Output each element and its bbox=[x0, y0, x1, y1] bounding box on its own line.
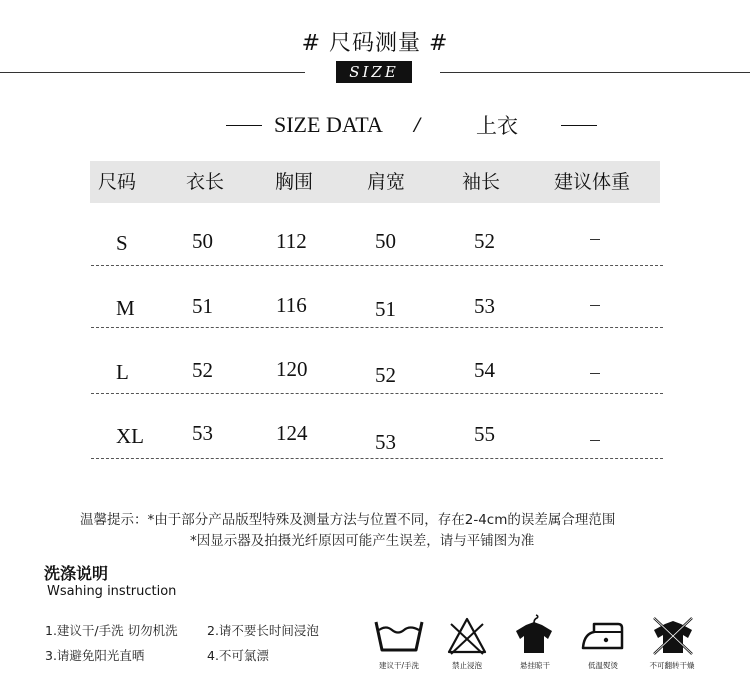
washing-subtitle: Wsahing instruction bbox=[47, 584, 177, 599]
size-note-2: *因显示器及拍摄光纤原因可能产生误差，请与平铺图为准 bbox=[190, 533, 535, 549]
table-cell-length: 52 bbox=[192, 358, 213, 382]
table-cell-sleeve: 55 bbox=[474, 422, 495, 446]
table-cell-shoulder: 51 bbox=[375, 297, 396, 321]
no-tumble-icon bbox=[650, 612, 696, 656]
row-divider bbox=[91, 393, 663, 394]
subheader-dash-left bbox=[226, 125, 262, 126]
column-header-length: 衣长 bbox=[186, 171, 225, 193]
table-cell-size: S bbox=[116, 231, 128, 255]
row-divider bbox=[91, 327, 663, 328]
row-divider bbox=[91, 265, 663, 266]
washing-title: 洗涤说明 bbox=[44, 564, 109, 583]
table-cell-length: 51 bbox=[192, 294, 213, 318]
table-cell-shoulder: 50 bbox=[375, 229, 396, 253]
table-cell-length: 53 bbox=[192, 421, 213, 445]
table-cell-sleeve: 53 bbox=[474, 294, 495, 318]
header-divider-left bbox=[0, 72, 305, 73]
page-title: # 尺码测量 # bbox=[301, 31, 449, 56]
icon-caption: 禁止浸泡 bbox=[452, 661, 482, 670]
table-cell-size: XL bbox=[116, 424, 144, 448]
wash-instruction-item: 1.建议干/手洗 切勿机洗 bbox=[45, 623, 178, 638]
table-cell-size: L bbox=[116, 360, 129, 384]
icon-caption: 不可翻转干燥 bbox=[649, 661, 695, 670]
table-cell-chest: 116 bbox=[276, 293, 307, 317]
wash-instruction-item: 3.请避免阳光直晒 bbox=[45, 648, 145, 663]
column-header-sleeve: 袖长 bbox=[462, 171, 501, 193]
table-cell-chest: 124 bbox=[276, 421, 308, 445]
icon-caption: 建议干/手洗 bbox=[378, 661, 420, 670]
table-cell-chest: 120 bbox=[276, 357, 308, 381]
table-cell-size: M bbox=[116, 296, 135, 320]
table-cell-shoulder: 52 bbox=[375, 363, 396, 387]
column-header-size: 尺码 bbox=[98, 171, 137, 193]
no-soak-icon bbox=[446, 616, 488, 656]
icon-caption: 悬挂晾干 bbox=[520, 661, 550, 670]
size-data-label: SIZE DATA bbox=[274, 112, 383, 137]
table-cell-weight bbox=[590, 305, 600, 306]
size-note-1: 温馨提示：*由于部分产品版型特殊及测量方法与位置不同，存在2-4cm的误差属合理范围 bbox=[80, 512, 616, 528]
icon-caption: 低温熨烫 bbox=[588, 661, 618, 670]
low-iron-icon bbox=[580, 620, 626, 652]
table-cell-weight bbox=[590, 239, 600, 240]
category-label: 上衣 bbox=[476, 114, 518, 138]
wash-instruction-item: 2.请不要长时间浸泡 bbox=[207, 623, 319, 638]
table-cell-sleeve: 54 bbox=[474, 358, 495, 382]
table-cell-shoulder: 53 bbox=[375, 430, 396, 454]
table-cell-chest: 112 bbox=[276, 229, 307, 253]
hang-dry-icon bbox=[514, 613, 554, 655]
header-divider-right bbox=[440, 72, 750, 73]
wash-instruction-item: 4.不可氯漂 bbox=[207, 648, 269, 663]
column-header-weight: 建议体重 bbox=[554, 171, 631, 193]
column-header-chest: 胸围 bbox=[275, 171, 314, 193]
subheader-dash-right bbox=[561, 125, 597, 126]
row-divider bbox=[91, 458, 663, 459]
subheader-slash: / bbox=[414, 112, 421, 137]
table-cell-weight bbox=[590, 440, 600, 441]
table-cell-length: 50 bbox=[192, 229, 213, 253]
table-cell-sleeve: 52 bbox=[474, 229, 495, 253]
column-header-shoulder: 肩宽 bbox=[367, 171, 406, 193]
table-cell-weight bbox=[590, 373, 600, 374]
wash-basin-icon bbox=[374, 618, 424, 654]
size-tag: SIZE bbox=[336, 61, 412, 83]
size-table-header bbox=[90, 161, 660, 203]
